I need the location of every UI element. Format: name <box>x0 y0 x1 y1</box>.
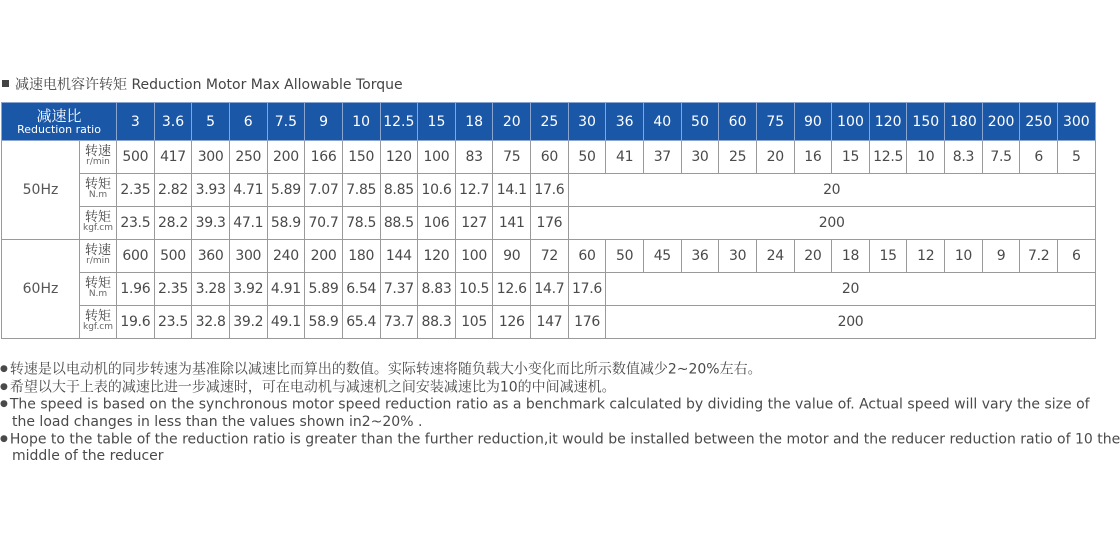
ratio-header: 100 <box>832 103 870 141</box>
row-label-unit: N.m <box>88 289 108 299</box>
value-cell: 15 <box>869 240 907 273</box>
ratio-header: 200 <box>982 103 1020 141</box>
value-cell: 7.85 <box>342 174 380 207</box>
ratio-header: 5 <box>192 103 230 141</box>
value-cell: 75 <box>493 141 531 174</box>
value-cell: 88.3 <box>418 306 456 339</box>
value-cell: 14.1 <box>493 174 531 207</box>
value-cell: 500 <box>117 141 155 174</box>
value-cell: 3.93 <box>192 174 230 207</box>
row-label-cn: 转矩 <box>85 210 112 225</box>
value-cell: 25 <box>719 141 757 174</box>
note-text: the load changes in less than the values shown in2~20% . <box>12 413 423 430</box>
value-cell: 60 <box>568 240 606 273</box>
ratio-header: 60 <box>719 103 757 141</box>
value-cell: 12 <box>907 240 945 273</box>
ratio-header: 6 <box>229 103 267 141</box>
row-label-unit: r/min <box>86 256 110 266</box>
merged-value-cell: 200 <box>568 207 1095 240</box>
value-cell: 6 <box>1058 240 1096 273</box>
ratio-header: 18 <box>455 103 493 141</box>
value-cell: 47.1 <box>229 207 267 240</box>
value-cell: 176 <box>531 207 569 240</box>
value-cell: 141 <box>493 207 531 240</box>
value-cell: 7.37 <box>380 273 418 306</box>
value-cell: 105 <box>455 306 493 339</box>
value-cell: 23.5 <box>117 207 155 240</box>
value-cell: 90 <box>493 240 531 273</box>
ratio-header: 180 <box>945 103 983 141</box>
ratio-header: 30 <box>568 103 606 141</box>
value-cell: 49.1 <box>267 306 305 339</box>
ratio-header: 10 <box>342 103 380 141</box>
frequency-label: 60Hz <box>2 240 80 339</box>
merged-value-cell: 20 <box>568 174 1095 207</box>
ratio-header: 20 <box>493 103 531 141</box>
value-cell: 50 <box>606 240 644 273</box>
note-line <box>0 396 1118 414</box>
value-cell: 4.91 <box>267 273 305 306</box>
value-cell: 5.89 <box>267 174 305 207</box>
table-row <box>2 174 1096 207</box>
value-cell: 32.8 <box>192 306 230 339</box>
value-cell: 73.7 <box>380 306 418 339</box>
value-cell: 14.7 <box>531 273 569 306</box>
section-title-text: 减速电机容许转矩 Reduction Motor Max Allowable Torque <box>15 77 403 93</box>
value-cell: 180 <box>342 240 380 273</box>
note-text: Hope to the table of the reduction ratio is greater than the further reduction,it would be installed between the motor and the reducer reduction ratio of 10 the <box>9 431 1120 447</box>
value-cell: 10.6 <box>418 174 456 207</box>
note-line <box>0 379 1118 397</box>
value-cell: 10 <box>907 141 945 174</box>
value-cell: 120 <box>418 240 456 273</box>
value-cell: 30 <box>681 141 719 174</box>
value-cell: 300 <box>192 141 230 174</box>
value-cell: 126 <box>493 306 531 339</box>
ratio-header: 15 <box>418 103 456 141</box>
value-cell: 7.2 <box>1020 240 1058 273</box>
value-cell: 20 <box>794 240 832 273</box>
row-label-cn: 转速 <box>85 144 112 159</box>
value-cell: 10.5 <box>455 273 493 306</box>
value-cell: 30 <box>719 240 757 273</box>
value-cell: 176 <box>568 306 606 339</box>
merged-value-cell: 20 <box>606 273 1095 306</box>
value-cell: 100 <box>455 240 493 273</box>
value-cell: 2.35 <box>154 273 192 306</box>
value-cell: 7.5 <box>982 141 1020 174</box>
value-cell: 58.9 <box>267 207 305 240</box>
note-text: 希望以大于上表的减速比进一步减速时，可在电动机与减速机之间安装减速比为10的中间减速机。 <box>9 379 616 395</box>
note-line <box>0 361 1118 379</box>
value-cell: 39.2 <box>229 306 267 339</box>
value-cell: 250 <box>229 141 267 174</box>
note-text: The speed is based on the synchronous motor speed reduction ratio as a benchmark calculated by dividing the value of. Actual speed will vary the size of <box>9 396 1090 413</box>
value-cell: 70.7 <box>305 207 343 240</box>
value-cell: 8.3 <box>945 141 983 174</box>
value-cell: 12.7 <box>455 174 493 207</box>
bullet-icon: ● <box>0 381 8 392</box>
row-label-unit: kgf.cm <box>83 322 114 332</box>
table-row <box>2 141 1096 174</box>
value-cell: 417 <box>154 141 192 174</box>
value-cell: 2.82 <box>154 174 192 207</box>
value-cell: 50 <box>568 141 606 174</box>
value-cell: 24 <box>756 240 794 273</box>
value-cell: 106 <box>418 207 456 240</box>
value-cell: 45 <box>643 240 681 273</box>
value-cell: 12.6 <box>493 273 531 306</box>
value-cell: 5.89 <box>305 273 343 306</box>
value-cell: 200 <box>267 141 305 174</box>
value-cell: 6.54 <box>342 273 380 306</box>
row-label-cn: 转矩 <box>85 309 112 324</box>
value-cell: 600 <box>117 240 155 273</box>
value-cell: 166 <box>305 141 343 174</box>
table-row <box>2 207 1096 240</box>
row-label <box>80 207 117 240</box>
merged-value-cell: 200 <box>606 306 1095 339</box>
note-line <box>0 414 1118 431</box>
value-cell: 10 <box>945 240 983 273</box>
ratio-header: 9 <box>305 103 343 141</box>
corner-label-cn: 减速比 <box>36 106 82 125</box>
value-cell: 72 <box>531 240 569 273</box>
value-cell: 15 <box>832 141 870 174</box>
value-cell: 3.28 <box>192 273 230 306</box>
value-cell: 150 <box>342 141 380 174</box>
value-cell: 28.2 <box>154 207 192 240</box>
value-cell: 6 <box>1020 141 1058 174</box>
bullet-icon: ● <box>0 399 8 409</box>
value-cell: 9 <box>982 240 1020 273</box>
row-label-cn: 转速 <box>85 243 112 258</box>
value-cell: 60 <box>531 141 569 174</box>
torque-table <box>1 102 1096 339</box>
ratio-header: 75 <box>756 103 794 141</box>
square-bullet-icon <box>2 80 9 87</box>
value-cell: 36 <box>681 240 719 273</box>
frequency-label: 50Hz <box>2 141 80 240</box>
bullet-icon: ● <box>0 364 8 374</box>
value-cell: 58.9 <box>305 306 343 339</box>
ratio-header: 250 <box>1020 103 1058 141</box>
value-cell: 88.5 <box>380 207 418 240</box>
note-text: 转速是以电动机的同步转速为基准除以减速比而算出的数值。实际转速将随负载大小变化而比所示数值减少2~20%左右。 <box>9 361 762 378</box>
value-cell: 240 <box>267 240 305 273</box>
value-cell: 41 <box>606 141 644 174</box>
section-title <box>2 74 403 94</box>
value-cell: 65.4 <box>342 306 380 339</box>
row-label-unit: kgf.cm <box>83 223 114 233</box>
value-cell: 83 <box>455 141 493 174</box>
value-cell: 500 <box>154 240 192 273</box>
row-label-cn: 转矩 <box>85 177 112 192</box>
ratio-header: 90 <box>794 103 832 141</box>
row-label-unit: r/min <box>86 157 110 167</box>
value-cell: 17.6 <box>568 273 606 306</box>
corner-label-en: Reduction ratio <box>17 122 101 136</box>
ratio-header: 150 <box>907 103 945 141</box>
value-cell: 300 <box>229 240 267 273</box>
value-cell: 23.5 <box>154 306 192 339</box>
value-cell: 360 <box>192 240 230 273</box>
value-cell: 7.07 <box>305 174 343 207</box>
value-cell: 16 <box>794 141 832 174</box>
value-cell: 18 <box>832 240 870 273</box>
value-cell: 8.83 <box>418 273 456 306</box>
row-label <box>80 240 117 273</box>
value-cell: 144 <box>380 240 418 273</box>
bullet-icon: ● <box>0 433 8 444</box>
value-cell: 1.96 <box>117 273 155 306</box>
ratio-header: 3 <box>117 103 155 141</box>
value-cell: 120 <box>380 141 418 174</box>
row-label-cn: 转矩 <box>85 276 112 291</box>
ratio-header: 12.5 <box>380 103 418 141</box>
value-cell: 200 <box>305 240 343 273</box>
table-row <box>2 273 1096 306</box>
value-cell: 37 <box>643 141 681 174</box>
value-cell: 2.35 <box>117 174 155 207</box>
ratio-header: 50 <box>681 103 719 141</box>
note-line <box>0 431 1118 449</box>
ratio-header: 36 <box>606 103 644 141</box>
ratio-header: 40 <box>643 103 681 141</box>
value-cell: 3.92 <box>229 273 267 306</box>
header-corner <box>2 103 117 141</box>
value-cell: 5 <box>1058 141 1096 174</box>
value-cell: 127 <box>455 207 493 240</box>
value-cell: 8.85 <box>380 174 418 207</box>
ratio-header: 7.5 <box>267 103 305 141</box>
row-label <box>80 306 117 339</box>
notes <box>0 361 1118 465</box>
value-cell: 19.6 <box>117 306 155 339</box>
ratio-header: 300 <box>1058 103 1096 141</box>
value-cell: 100 <box>418 141 456 174</box>
value-cell: 17.6 <box>531 174 569 207</box>
row-label-unit: N.m <box>88 190 108 200</box>
note-line <box>0 448 1118 465</box>
table-row <box>2 306 1096 339</box>
row-label <box>80 174 117 207</box>
table-row <box>2 240 1096 273</box>
row-label <box>80 273 117 306</box>
value-cell: 147 <box>531 306 569 339</box>
note-text: middle of the reducer <box>12 448 164 464</box>
value-cell: 4.71 <box>229 174 267 207</box>
value-cell: 78.5 <box>342 207 380 240</box>
ratio-header: 25 <box>531 103 569 141</box>
value-cell: 12.5 <box>869 141 907 174</box>
ratio-header: 3.6 <box>154 103 192 141</box>
header-row <box>2 103 1096 141</box>
value-cell: 20 <box>756 141 794 174</box>
row-label <box>80 141 117 174</box>
value-cell: 39.3 <box>192 207 230 240</box>
ratio-header: 120 <box>869 103 907 141</box>
